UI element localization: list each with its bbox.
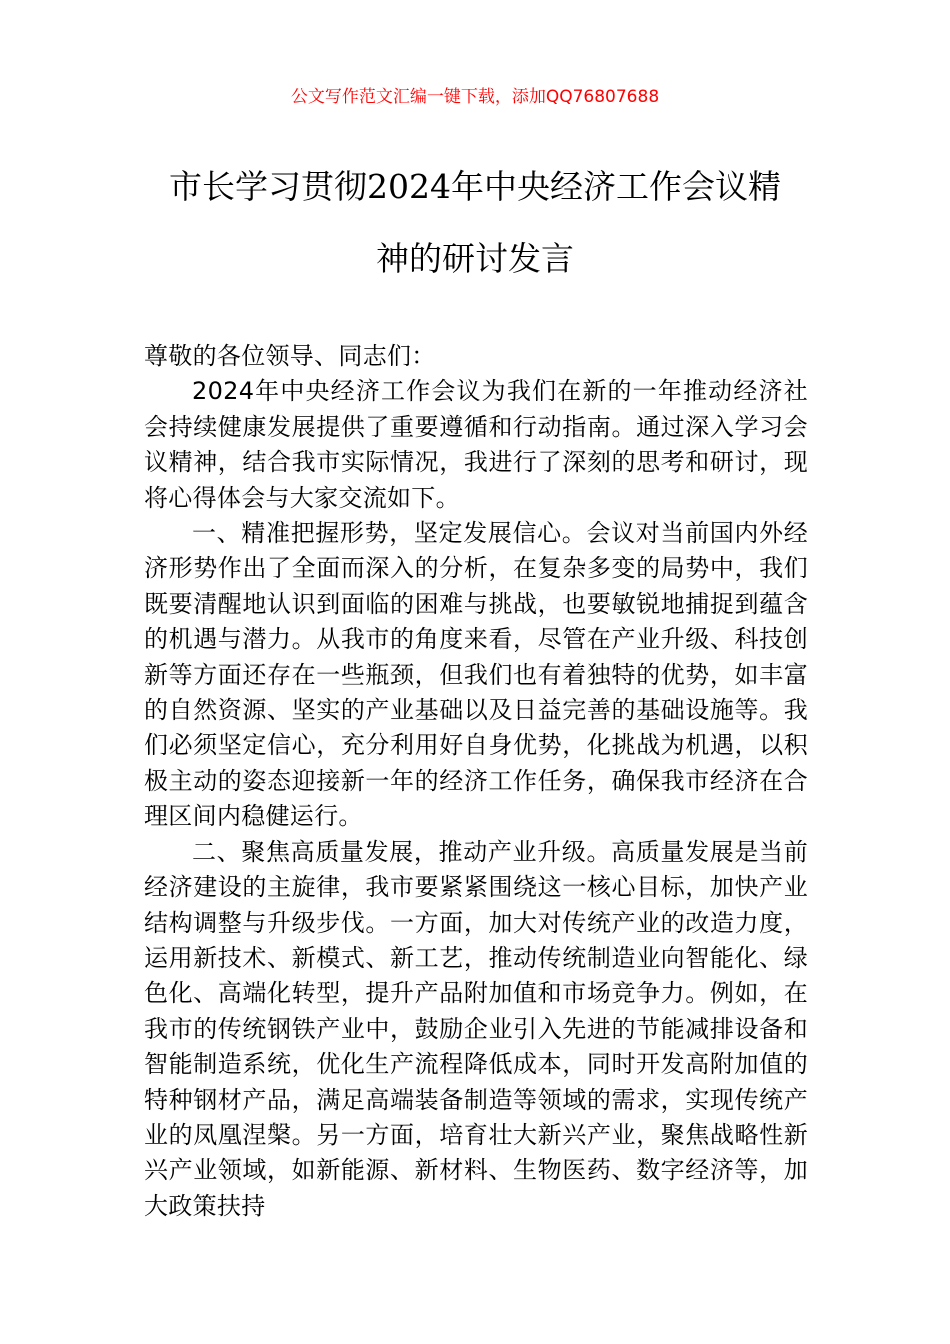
paragraph-section-1: 一、精准把握形势，坚定发展信心。会议对当前国内外经济形势作出了全面而深入的分析，在复杂多变的局势中，我们既要清醒地认识到面临的困难与挑战，也要敏锐地捕捉到蕴含的机遇与潜力。从我市的角度来看，尽管在产业升级、科技创新等方面还存在一些瓶颈，但我们也有着独特的优势，如丰富的自然资源、坚实的产业基础以及日益完善的基础设施等。我们必须坚定信心，充分利用好自身优势，化挑战为机遇，以积极主动的姿态迎接新一年的经济工作任务，确保我市经济在合理区间内稳健运行。 — [144, 519, 808, 831]
title-line-2: 神的研讨发言 — [376, 239, 574, 278]
title-line-1: 市长学习贯彻2024年中央经济工作会议精 — [169, 167, 781, 206]
document-body — [144, 339, 808, 1224]
document-title — [130, 151, 820, 295]
paragraph-intro: 2024年中央经济工作会议为我们在新的一年推动经济社会持续健康发展提供了重要遵循和行动指南。通过深入学习会议精神，结合我市实际情况，我进行了深刻的思考和研讨，现将心得体会与大家交流如下。 — [144, 377, 808, 512]
salutation: 尊敬的各位领导、同志们： — [144, 342, 436, 370]
download-banner: 公文写作范文汇编一键下载，添加QQ76807688 — [290, 87, 660, 107]
paragraph-section-2: 二、聚焦高质量发展，推动产业升级。高质量发展是当前经济建设的主旋律，我市要紧紧围绕这一核心目标，加快产业结构调整与升级步伐。一方面，加大对传统产业的改造力度，运用新技术、新模式、新工艺，推动传统制造业向智能化、绿色化、高端化转型，提升产品附加值和市场竞争力。例如，在我市的传统钢铁产业中，鼓励企业引入先进的节能减排设备和智能制造系统，优化生产流程降低成本，同时开发高附加值的特种钢材产品，满足高端装备制造等领域的需求，实现传统产业的凤凰涅槃。另一方面，培育壮大新兴产业，聚焦战略性新兴产业领域，如新能源、新材料、生物医药、数字经济等，加大政策扶持 — [144, 837, 808, 1220]
